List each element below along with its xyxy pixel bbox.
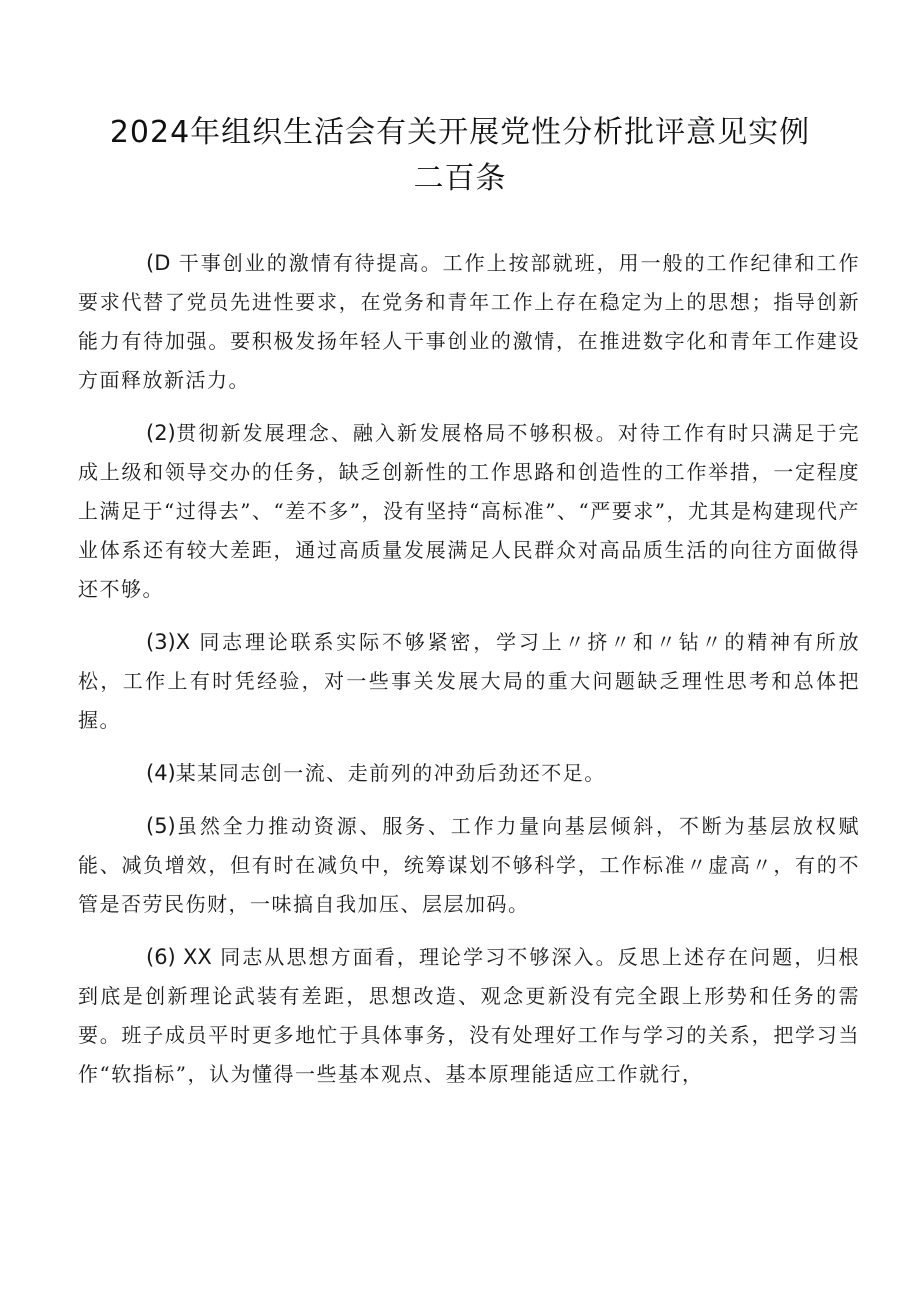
paragraph-1 (78, 244, 860, 400)
document-title (60, 110, 860, 202)
paragraph-6 (78, 938, 860, 1094)
paragraph-text: 干事创业的激情有待提高。工作上按部就班，用一般的工作纪律和工作要求代替了党员先进性要求，在党务和青年工作上存在稳定为上的思想；指导创新能力有待加强。要积极发扬年轻人干事创业的激情，在推进数字化和青年工作建设方面释放新活力。 (78, 251, 861, 392)
paragraph-number: (D (146, 251, 171, 275)
paragraph-number: (6) XX (146, 945, 212, 969)
paragraph-number: (2) (146, 421, 176, 445)
paragraph-3 (78, 623, 860, 740)
paragraph-5 (78, 807, 860, 924)
paragraph-text: 同志理论联系实际不够紧密，学习上〃挤〃和〃钻〃的精神有所放松，工作上有时凭经验，对一些事关发展大局的重大问题缺乏理性思考和总体把握。 (78, 630, 861, 732)
title-line-2: 二百条 (413, 161, 507, 196)
paragraph-number: (5) (146, 814, 176, 838)
paragraph-4 (78, 754, 860, 793)
paragraph-2 (78, 414, 860, 609)
paragraph-text: 虽然全力推动资源、服务、工作力量向基层倾斜，不断为基层放权赋能、减负增效，但有时在减负中，统筹谋划不够科学，工作标准〃虚高〃，有的不管是否劳民伤财，一味搞自我加压、层层加码。 (78, 814, 860, 916)
paragraph-text: 某某同志创一流、走前列的冲劲后劲还不足。 (175, 761, 606, 785)
title-line-1: 2024年组织生活会有关开展党性分析批评意见实例 (109, 115, 811, 150)
paragraph-number: (4) (146, 761, 176, 785)
paragraph-number: (3)X (146, 630, 191, 654)
paragraph-text: 同志从思想方面看，理论学习不够深入。反思上述存在问题，归根到底是创新理论武装有差距，思想改造、观念更新没有完全跟上形势和任务的需要。班子成员平时更多地忙于具体事务，没有处理好工作与学习的关系，把学习当作“软指标”，认为懂得一些基本观点、基本原理能适应工作就行， (78, 945, 861, 1086)
paragraph-text: 贯彻新发展理念、融入新发展格局不够积极。对待工作有时只满足于完成上级和领导交办的任务，缺乏创新性的工作思路和创造性的工作举措，一定程度上满足于“过得去”、“差不多”，没有坚持“高标准”、“严要求”，尤其是构建现代产业体系还有较大差距，通过高质量发展满足人民群众对高品质生活的向往方面做得还不够。 (78, 421, 860, 601)
document-body (78, 244, 860, 1108)
